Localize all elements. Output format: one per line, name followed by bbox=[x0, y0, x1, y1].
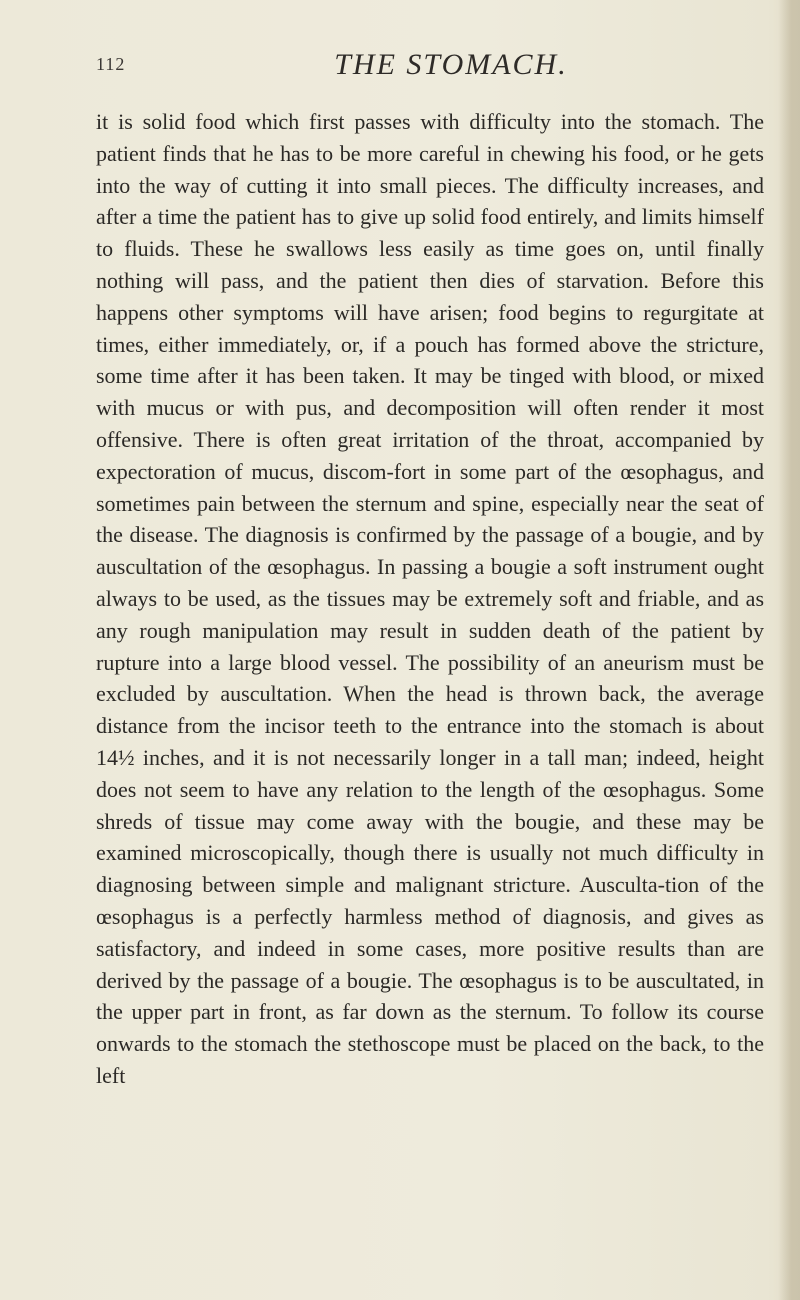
page-edge-shadow bbox=[778, 0, 800, 1300]
running-head: THE STOMACH. bbox=[334, 48, 568, 81]
body-paragraph: it is solid food which first passes with difficulty into the stomach. The patient finds that he has to be more careful in chewing his food, or he gets into the way of cutting it into small pieces. The difficulty increases, and after a time the patient has to give up solid food entirely, and limits himself to fluids. These he swallows less easily as time goes on, until finally nothing will pass, and the patient then dies of starvation. Before this happens other symptoms will have arisen; food begins to regurgitate at times, either immediately, or, if a pouch has formed above the stricture, some time after it has been taken. It may be tinged with blood, or mixed with mucus or with pus, and decomposition will often render it most offensive. There is often great irritation of the throat, accompanied by expectoration of mucus, discom-fort in some part of the œsophagus, and sometimes pain between the sternum and spine, especially near the seat of the disease. The diagnosis is confirmed by the passage of a bougie, and by auscultation of the œsophagus. In passing a bougie a soft instrument ought always to be used, as the tissues may be extremely soft and friable, and as any rough manipulation may result in sudden death of the patient by rupture into a large blood vessel. The possibility of an aneurism must be excluded by auscultation. When the head is thrown back, the average distance from the incisor teeth to the entrance into the stomach is about 14½ inches, and it is not necessarily longer in a tall man; indeed, height does not seem to have any relation to the length of the œsophagus. Some shreds of tissue may come away with the bougie, and these may be examined microscopically, though there is usually not much difficulty in diagnosing between simple and malignant stricture. Ausculta-tion of the œsophagus is a perfectly harmless method of diagnosis, and gives as satisfactory, and indeed in some cases, more positive results than are derived by the passage of a bougie. The œsophagus is to be auscultated, in the upper part in front, as far down as the sternum. To follow its course onwards to the stomach the stethoscope must be placed on the back, to the left bbox=[96, 109, 764, 1088]
page-header bbox=[96, 44, 736, 84]
body-text bbox=[96, 106, 764, 1092]
page-number: 112 bbox=[96, 54, 126, 74]
